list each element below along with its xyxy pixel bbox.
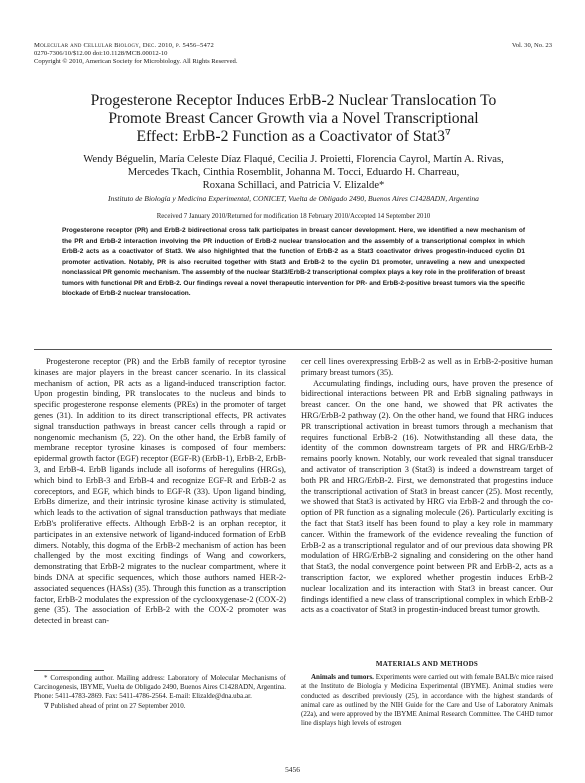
title-line-3-text: Effect: ErbB-2 Function as a Coactivator of Stat3 bbox=[136, 128, 445, 145]
journal-citation: Molecular and Cellular Biology, Dec. 2010, p. 5456–5472 bbox=[34, 42, 215, 49]
page-number: 5456 bbox=[285, 765, 300, 774]
title-line-1: Progesterone Receptor Induces ErbB-2 Nuclear Translocation To bbox=[90, 92, 497, 109]
body-column-left bbox=[34, 357, 286, 627]
abstract-divider bbox=[34, 349, 552, 350]
abstract: Progesterone receptor (PR) and ErbB-2 bidirectional cross talk participates in breast cancer development. Here, we identified a new mechanism of the PR and ErbB-2 interaction involving the PR induction of ErbB-2 nuclear translocation and the assembly of a transcriptional complex in which ErbB-2 acts as a coactivator of Stat3. We also highlighted that the function of ErbB-2 as a Stat3 coactivator drives progestin-induced cyclin D1 promoter activation. Notably, PR is also recruited together with Stat3 and ErbB-2 to the cyclin D1 promoter, unraveling a new and unexpected nonclassical PR genomic mechanism. The assembly of the nuclear Stat3/ErbB-2 transcriptional complex plays a key role in the proliferation of breast tumors with functional PR and ErbB-2. Our findings reveal a novel therapeutic intervention for PR- and ErbB-2-positive breast tumors via the specific blockade of ErbB-2 nuclear translocation. bbox=[62, 227, 525, 297]
methods-subheading: Animals and tumors. bbox=[311, 673, 374, 681]
corresponding-author-note: * Corresponding author. Mailing address: Laboratory of Molecular Mechanisms of Carcinogenesis, IBYME, Vuelta de Obligado 2490, Buenos Aires C1428ADN, Argentina. Phone: 5411-4783-2869. Fax: 5411-4786-2564. E-mail: Elizalde@dna.uba.ar. bbox=[34, 674, 286, 700]
authors-line-2: Mercedes Tkach, Cinthia Rosemblit, Johanna M. Tocci, Eduardo H. Charreau, bbox=[127, 167, 460, 178]
methods-text: Experiments were carried out with female BALB/c mice raised at the Instituto de Biología y Medicina Experimental (IBYME). Animal studies were conducted as described previously (25), in accordance with the highest standards of animal care as outlined by the NIH Guide for the Care and Use of Laboratory Animals (22a), and were approved by the IBYME Animal Research Committee. The C4HD tumor line displays high levels of estrogen bbox=[301, 673, 553, 728]
published-ahead-note: ∇ Published ahead of print on 27 September 2010. bbox=[44, 702, 186, 711]
affiliation: Instituto de Biología y Medicina Experimental, CONICET, Vuelta de Obligado 2490, Buenos Aires C1428ADN, Argentina bbox=[108, 194, 479, 203]
received-dates: Received 7 January 2010/Returned for modification 18 February 2010/Accepted 14 September 2010 bbox=[156, 213, 431, 220]
author-list bbox=[40, 153, 547, 192]
title-footnote-mark: ∇ bbox=[444, 127, 451, 137]
intro-paragraph-1: Progesterone receptor (PR) and the ErbB family of receptor tyrosine kinases are major players in the breast cancer scenario. In its classical mechanism of action, PR acts as a ligand-induced transcription factor. Upon progestin binding, PR translocates to the nucleus and binds to specific progesterone response elements (PREs) in the promoter of target genes (31). In addition to its direct transcriptional effects, PR activates signal transduction pathways in breast cancer cells through a rapid or nongenomic mechanism (5, 22). On the other hand, the ErbB family of membrane receptor tyrosine kinases is composed of four members: epidermal growth factor (EGF) receptor (EGF-R) (ErbB-1), ErbB-2, ErbB-3, and ErbB-4. ErbB ligands include all isoforms of heregulins (HRGs), which bind to ErbB-3 and ErbB-4 and recognize EGF-R and ErbB-2 as coreceptors, and EGF, which binds to EGF-R (33). Upon ligand binding, ErbBs dimerize, and their intrinsic tyrosine kinase activity is stimulated, which leads to the activation of signal transduction pathways that mediate ErbB's proliferative effects. Although ErbB-2 is an orphan receptor, it participates in an extensive network of ligand-induced formation of ErbB dimers. Notably, this dogma of the ErbB-2 mechanism of action has been challenged by the most exciting findings of Wang and coworkers, demonstrating that ErbB-2 migrates to the nuclear compartment, where it binds DNA at specific sequences, which those authors named HER-2-associated sequences (HASs) (35). Through this function as a transcription factor, ErbB-2 modulates the expression of the cyclooxygenase-2 (COX-2) gene (35). The association of ErbB-2 with the COX-2 promoter was detected in breast can- bbox=[34, 357, 286, 626]
intro-paragraph-2: Accumulating findings, including ours, have proven the presence of bidirectional interactions between PR and ErbB signaling pathways in breast cancer. On the one hand, we showed that PR activates the HRG/ErbB-2 pathway (2). On the other hand, we found that HRG induces PR transcriptional activation in breast tumors through a mechanism that requires functional ErbB-2 (16). Notwithstanding all these data, the identity of the common downstream targets of PR and HRG/ErbB-2 remains poorly known. Notably, our work revealed that signal transducer and activator of transcription 3 (Stat3) is indeed a downstream target of both PR and HRG/ErbB-2. First, we demonstrated that progestins induce the transcriptional activation of Stat3 in breast cancer (25). Most recently, we showed that Stat3 is activated by HRG via ErbB-2 and through the co-option of PR function as a signaling molecule (26). Particularly exciting is the fact that Stat3 itself has been found to play a key role in mammary cancer. Within the framework of the evidence revealing the function of ErbB-2 as a transcriptional regulator and of our previous data showing PR modulation of HRG/ErbB-2 signaling and considering on the other hand that Stat3, the nodal convergence point between PR and ErbB-2, acts as a transcription factor, we explored whether progestin induces ErbB-2 nuclear localization and its interaction with Stat3 in breast cancer. Our findings identified a new class of transcriptional complex in which ErbB-2 acts as a coactivator of Stat3 in progestin-induced breast tumor growth. bbox=[301, 378, 553, 615]
copyright-line: Copyright © 2010, American Society for Microbiology. All Rights Reserved. bbox=[34, 58, 238, 66]
methods-section bbox=[301, 673, 553, 729]
issn-doi: 0270-7306/10/$12.00 doi:10.1128/MCB.00012-10 bbox=[34, 50, 168, 58]
authors-line-3: Roxana Schillaci, and Patricia V. Elizalde* bbox=[202, 180, 385, 191]
footnotes bbox=[34, 674, 286, 713]
running-header bbox=[34, 42, 552, 67]
title-line-2: Promote Breast Cancer Growth via a Novel Transcriptional bbox=[108, 110, 479, 127]
authors-line-1: Wendy Béguelin, María Celeste Díaz Flaqué, Cecilia J. Proietti, Florencia Cayrol, Martín A. Rivas, bbox=[83, 154, 504, 165]
body-column-right bbox=[301, 357, 553, 616]
article-title bbox=[36, 92, 551, 146]
methods-heading: MATERIALS AND METHODS bbox=[375, 660, 479, 668]
footnote-divider bbox=[34, 670, 104, 671]
title-line-3 bbox=[36, 128, 551, 146]
volume-issue: Vol. 30, No. 23 bbox=[511, 42, 552, 49]
intro-paragraph-1-continued: cer cell lines overexpressing ErbB-2 as well as in ErbB-2-positive human primary breast tumors (35). bbox=[301, 357, 553, 377]
